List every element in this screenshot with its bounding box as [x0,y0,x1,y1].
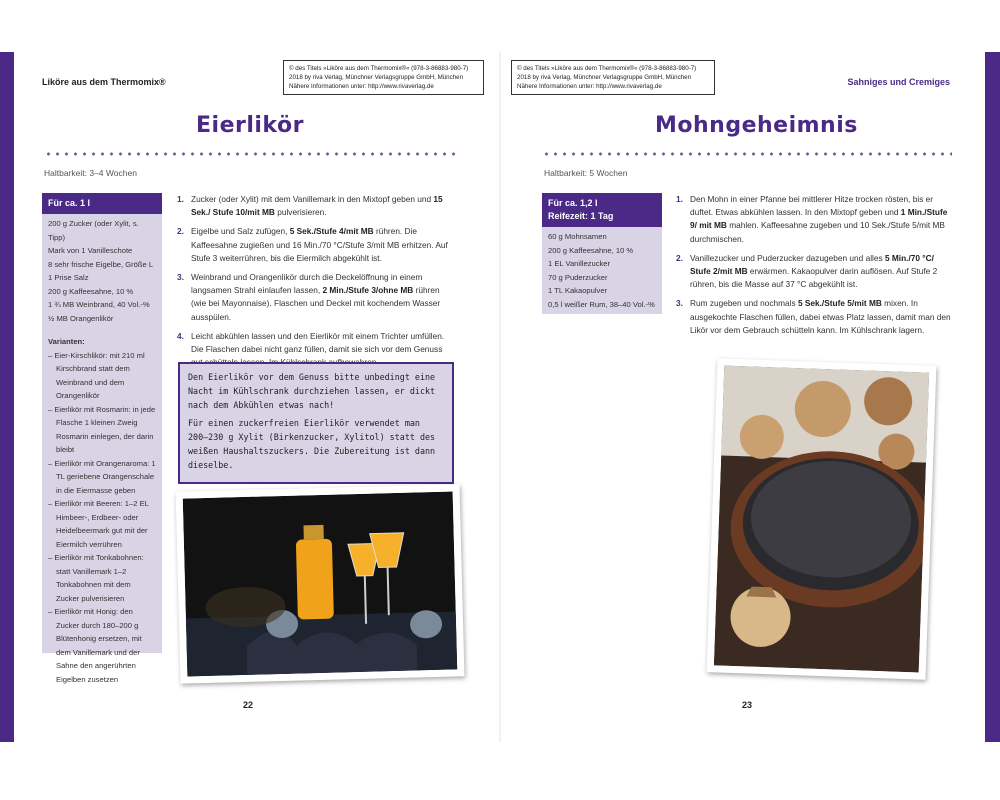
copyright-line: © des Titels »Liköre aus dem Thermomix®« (978-3-86883-980-7) [517,65,697,72]
step-text: Eigelbe und Salz zufügen, [191,226,290,237]
eggnog-image [183,491,458,676]
step-setting: 5 Sek./Stufe 5/mit MB [797,298,882,309]
yield-label: Für ca. 1,2 l [548,198,598,208]
shelf-life-left: Haltbarkeit: 3–4 Wochen [44,168,137,178]
copyright-line: 2018 by riva Verlag, Münchner Verlagsgruppe GmbH, München [289,74,464,81]
step-text: Rum zugeben und nochmals [690,298,798,309]
step-setting: 2 Min./Stufe 3/ohne MB [322,285,414,296]
ingredients-body [542,227,662,314]
step [177,225,453,265]
variant: – Eierlikör mit Rosmarin: in jede Flasche 1 kleinen Zweig Rosmarin einlegen, der darin bleibt [48,404,156,454]
copyright-box-right [511,60,715,95]
steps-left [177,193,453,375]
maturing-time: Reifezeit: 1 Tag [548,211,614,221]
poppy-photo [707,358,937,679]
shelf-life-right: Haltbarkeit: 5 Wochen [544,168,628,178]
dotted-divider [542,151,952,157]
step-setting: 15 Sek./ Stufe 10/mit MB [191,194,443,218]
running-header-left: Liköre aus dem Thermomix® [42,77,166,87]
step-text: Weinbrand und Orangenlikör durch die Deckelöffnung in einem langsamen Strahl einlaufen lassen, [191,272,423,296]
step-number: 3. [177,272,184,283]
spine-left [0,52,14,742]
tip-text: Den Eierlikör vor dem Genuss bitte unbedingt eine Nacht im Kühlschrank durchziehen lassen, er dickt nach dem Abkühlen etwas nach! [188,372,436,410]
page-number-left: 22 [243,700,254,710]
step-number: 2. [676,252,683,263]
ingredients-heading [542,193,662,227]
dotted-divider [44,151,457,157]
step-text: Den Mohn in einer Pfanne bei mittlerer Hitze trocken rösten, bis er duftet. Etwas abkühlen lassen. In den Mixtopf geben und [690,194,934,218]
spine-right [985,52,1000,742]
ingredient: 200 g Kaffeesahne, 10 % [48,286,134,296]
poppy-image [714,366,929,673]
step [676,193,952,246]
step-text: Vanillezucker und Puderzucker dazugeben und alles [690,252,885,263]
step [676,252,952,292]
recipe-title-left: Eierlikör [196,113,304,138]
step-setting: 1 Min./Stufe 9/ mit MB [690,207,948,231]
step-text: Leicht abkühlen lassen und den Eierlikör mit einem Trichter umfüllen. Die Flaschen dabei nicht ganz füllen, damit sie sich vor dem Genuss [191,330,445,355]
copyright-line: Nähere Informationen unter: http://www.rivaverlag.de [289,83,434,90]
eggnog-photo [176,484,465,683]
copyright-line: © des Titels »Liköre aus dem Thermomix®« (978-3-86883-980-7) [289,65,469,72]
ingredient: 200 g Zucker (oder Xylit, s. Tipp) [48,219,139,242]
copyright-box-left [283,60,484,95]
ingredient: 1 EL Vanillezucker [548,259,611,268]
step-number: 1. [177,194,184,204]
variants-heading: Varianten: [48,337,85,346]
variant: – Eierlikör mit Tonkabohnen: statt Vanillemark 1–2 Tonkabohnen mit dem Zucker pulverisieren [48,553,144,603]
step-number: 2. [177,226,184,237]
step-number: 3. [676,298,683,309]
page-number-right: 23 [742,700,753,710]
variant: – Eier-Kirschlikör: mit 210 ml Kirschbrand statt dem Weinbrand und dem Orangenlikör [48,350,145,400]
steps-right [676,193,952,343]
running-header-right: Sahniges und Cremiges [847,77,950,87]
ingredients-heading: Für ca. 1 l [42,193,162,214]
variant: – Eierlikör mit Beeren: 1–2 EL Himbeer-, Erdbeer- oder Heidelbeermark gut mit der Eiermilch verrühren [48,499,149,549]
tip-text: Für einen zuckerfreien Eierlikör verwendet man 200–230 g Xylit (Birkenzucker, Xylitol) statt des weißen Haushaltszuckers. Die Zubereitung ist dann dieselbe. [188,418,436,470]
ingredients-panel-left [42,193,162,684]
step [676,297,952,337]
step-number: 4. [177,330,184,341]
step [177,193,453,219]
ingredient: 1 Prise Salz [48,273,89,282]
ingredient: 0,5 l weißer Rum, 38–40 Vol.-% [548,299,655,309]
recipe-title-right: Mohngeheimnis [655,113,858,138]
copyright-line: Nähere Informationen unter: http://www.rivaverlag.de [517,83,662,90]
step-text: rühren. Die Kaffeesahne zugießen und 16 Min./70 °C/Stufe 3/mit MB erhitzen. Auf Stufe 3 weiterrühren, bis die Eiermilch abgekühlt ist. [191,226,448,263]
ingredients-body [42,214,162,684]
step-text: rühren (wie bei Mayonnaise). Flaschen und Deckel mit kochendem Wasser ausspülen. [191,285,441,322]
step-text: mahlen. Kaffeesahne zugeben und 10 Sek./Stufe 5/mit MB durchmischen. [690,220,945,244]
ingredient: 1 TL Kakaopulver [548,286,608,295]
variant: – Eierlikör mit Honig: den Zucker durch 180–200 g Blütenhonig ersetzen, mit dem Vanillemark und der Sahne den angerührten Eigelben zusetzen [48,607,142,684]
ingredient: 60 g Mohnsamen [548,232,607,241]
step-number: 1. [676,194,683,204]
ingredient: Mark von 1 Vanilleschote [48,246,133,255]
ingredient: 70 g Puderzucker [548,272,608,282]
ingredient: 1 ¾ MB Weinbrand, 40 Vol.-% [48,300,150,309]
step-setting: 5 Sek./Stufe 4/mit MB [289,226,374,237]
step [177,271,453,324]
step-setting: 5 Min./70 °C/ Stufe 2/mit MB [690,252,934,277]
copyright-line: 2018 by riva Verlag, Münchner Verlagsgruppe GmbH, München [517,74,692,81]
step-text: pulverisieren. [274,207,327,218]
step-text: Zucker (oder Xylit) mit dem Vanillemark in den Mixtopf geben und [191,194,434,204]
variant: – Eierlikör mit Orangenaroma: 1 TL geriebene Orangenschale in die Eiermasse geben [48,458,156,495]
ingredient: 8 sehr frische Eigelbe, Größe L [48,259,154,269]
step-text: mixen. In ausgekochte Flaschen füllen, dabei etwas Platz lassen, damit man den Likör vor dem Gebrauch schütteln kann. Im Kühlschrank lagern. [690,298,951,335]
ingredient: 200 g Kaffeesahne, 10 % [548,245,634,255]
ingredients-panel-right [542,193,662,314]
page-gutter [499,52,501,742]
tip-box [178,362,454,484]
step-text: erwärmen. Kakaopulver darin auflösen. Auf Stufe 2 rühren, bis die Masse auf 37 °C abgekühlt ist. [690,266,938,290]
ingredient: ½ MB Orangenlikör [48,313,114,323]
